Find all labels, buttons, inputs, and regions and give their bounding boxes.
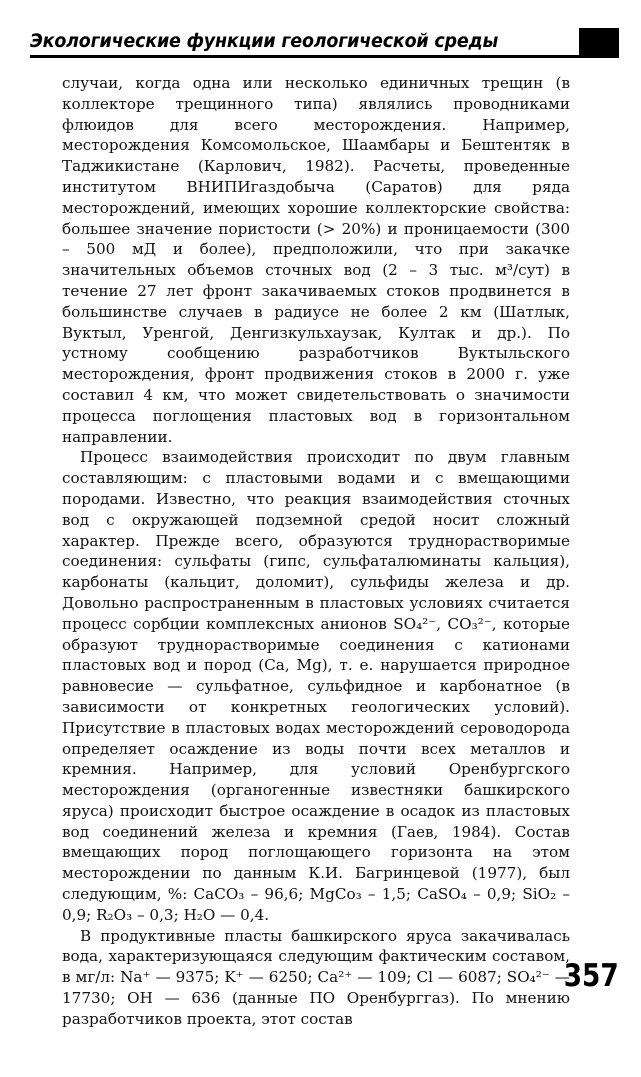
- paragraph-interaction-process: Процесс взаимодействия происходит по двум главным составляющим: с пластовыми водами и с вмещающими породами. Известно, что реакция взаимодействия сточных вод с окружающей подземной средой носит сложный характер. Прежде всего, образуются труднорастворимые соединения: сульфаты (гипс, сульфаталюминаты кальция), карбонаты (кальцит, доломит), сульфиды железа и др. Довольно распространенным в пластовых условиях считается процесс сорбции комплексных анионов SO₄²⁻, CO₃²⁻, которые образуют труднорастворимые соединения с катионами пластовых вод и пород (Ca, Mg), т. е. нарушается природное равновесие — сульфатное, сульфидное и карбонатное (в зависимости от конкретных геологических условий). Присутствие в пластовых водах месторождений сероводорода определяет осаждение из воды почти всех металлов и кремния. Например, для условий Оренбургского месторождения (органогенные известняки башкирского яруса) происходит быстрое осаждение в осадок из пластовых вод соединений железа и кремния (Гаев, 1984). Состав вмещающих пород поглощающего горизонта на этом месторождении по данным К.И. Багринцевой (1977), был следующим, %: CaCO₃ – 96,6; MgCo₃ – 1,5; CaSO₄ – 0,9; SiO₂ – 0,9; R₂O₃ – 0,3; H₂O — 0,4.: [62, 448, 570, 924]
- header-black-block: [579, 28, 619, 56]
- paragraph-continuation: случаи, когда одна или несколько единичных трещин (в коллекторе трещинного типа) являлись проводниками флюидов для всего месторождения. Например, месторождения Комсомольское, Шаамбары и Бештентяк в Таджикистане (Карлович, 1982). Расчеты, проведенные институтом ВНИПИгаздобыча (Саратов) для ряда месторождений, имеющих хорошие коллекторские свойства: большее значение пористости (> 20%) и проницаемости (300 – 500 мД и более), предположили, что при закачке значительных объемов сточных вод (2 – 3 тыс. м³/сут) в течение 27 лет фронт закачиваемых стоков продвинется в большинстве случаев в радиусе не более 2 км (Шатлык, Вуктыл, Уренгой, Денгизкульхаузак, Култак и др.). По устному сообщению разработчиков Вуктыльского месторождения, фронт продвижения стоков в 2000 г. уже составил 4 км, что может свидетельствовать о значимости процесса поглощения пластовых вод в горизонтальном направлении.: [62, 74, 570, 446]
- page-number: 357: [563, 958, 619, 994]
- running-header-title: Экологические функции геологической среды: [30, 30, 499, 52]
- running-header: [30, 28, 619, 58]
- page-body: [62, 73, 570, 1030]
- paragraph-injected-water: В продуктивные пласты башкирского яруса закачивалась вода, характеризующаяся следующим фактическим составом, в мг/л: Na⁺ — 9375; K⁺ — 6250; Ca²⁺ — 109; Cl — 6087; SO₄²⁻ — 17730; OH — 636 (данные ПО Оренбурггаз). По мнению разработчиков проекта, этот состав: [62, 926, 570, 1028]
- header-rule: [30, 55, 619, 58]
